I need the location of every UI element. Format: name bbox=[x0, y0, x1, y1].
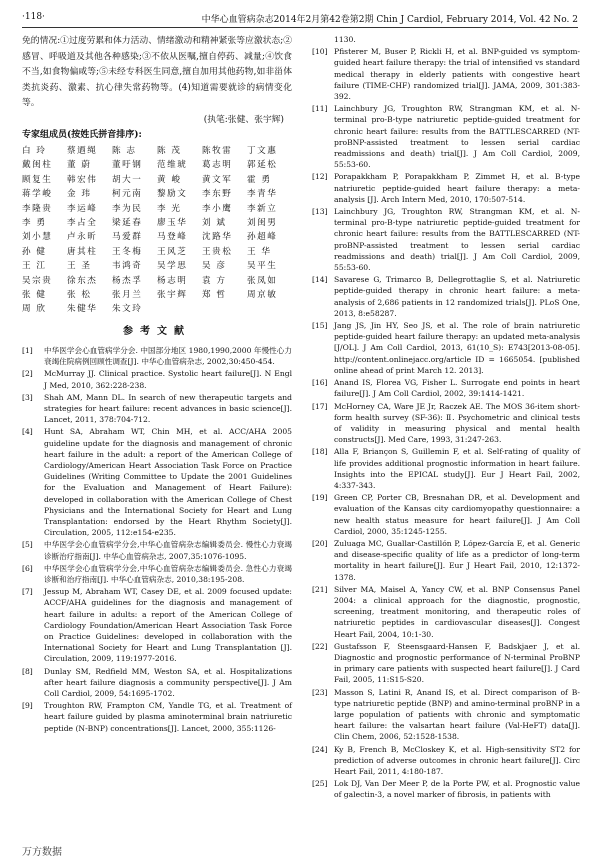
expert-name: 朱文玲 bbox=[112, 304, 143, 315]
expert-name: 黄文军 bbox=[202, 174, 233, 185]
expert-name: 柯元南 bbox=[112, 189, 143, 200]
reference-item bbox=[312, 687, 580, 743]
reference-number: [16] bbox=[312, 378, 328, 388]
reference-continuation: 1130. bbox=[334, 35, 356, 44]
reference-text: Lainchbury JG, Troughton RW, Strangman KM, et al. N-terminal pro-B-type natriuretic peptide-guided treatment for chronic heart failure: results from the BATTLESCARRED (NT-proBNP-assisted treatment to lessen serial cardiac readmissions and death) trial[J]. J Am Coll Cardiol, 2009, 55:53-60. bbox=[334, 207, 580, 273]
expert-name: 金 玮 bbox=[67, 189, 92, 200]
expert-name: 黄 峻 bbox=[157, 174, 182, 185]
reference-number: [10] bbox=[312, 47, 328, 57]
reference-text: 中华医学会心血管病学分会,中华心血管病杂志编辑委员会. 慢性心力衰竭诊断治疗指南[J]. 中华心血管病杂志, 2007,35:1076-1095. bbox=[44, 540, 292, 561]
expert-name: 徐东杰 bbox=[67, 275, 98, 286]
expert-name: 韩宏伟 bbox=[67, 174, 98, 185]
expert-name: 孙超峰 bbox=[247, 232, 278, 243]
expert-name: 陈牧雷 bbox=[202, 145, 233, 156]
reference-text: Alla F, Briançon S, Guillemin F, et al. Self-rating of quality of life provides additional prognostic information in heart failure. Insights into the EPICAL study[J]. Eur J Heart Fail, 2002, 4:337-343. bbox=[334, 447, 580, 490]
reference-item bbox=[22, 426, 292, 538]
reference-item bbox=[312, 446, 580, 491]
right-column bbox=[312, 34, 580, 802]
expert-name: 沈路华 bbox=[202, 232, 233, 243]
reference-item bbox=[22, 368, 292, 390]
reference-text: Lok DJ, Van Der Meer P, de la Porte PW, et al. Prognostic value of galectin-3, a novel marker of fibrosis, in patients with bbox=[334, 779, 580, 800]
reference-text: Lainchbury JG, Troughton RW, Strangman KM, et al. N-terminal pro-B-type natriuretic peptide-guided treatment for chronic heart failure: results from the BATTLESCARRED (NT-proBNP-assisted treatment to lessen serial cardiac readmissions and death) trial[J]. J Am Coll Cardiol, 2009, 55:53-60. bbox=[334, 104, 580, 170]
reference-item bbox=[22, 700, 292, 734]
reference-number: [2] bbox=[22, 369, 33, 379]
expert-name: 王 华 bbox=[247, 246, 272, 257]
reference-number: [18] bbox=[312, 447, 328, 457]
reference-item bbox=[22, 392, 292, 426]
journal-running-title: 中华心血管病杂志2014年2月第42卷第2期 Chin J Cardiol, February 2014, Vol. 42 No. 2 bbox=[201, 15, 578, 25]
expert-name: 李占全 bbox=[67, 217, 98, 228]
reference-number: [17] bbox=[312, 401, 328, 411]
reference-text: Troughton RW, Frampton CM, Yandle TG, et al. Treatment of heart failure guided by plasma aminoterminal brain natriuretic peptide (N-BNP) concentrations[J]. Lancet, 2000, 355:1126- bbox=[44, 701, 292, 733]
reference-number: [14] bbox=[312, 275, 328, 285]
author-signature: (执笔:张健、张宇辉) bbox=[203, 114, 284, 125]
expert-name: 唐其柱 bbox=[67, 246, 98, 257]
reference-text: Anand IS, Florea VG, Fisher L. Surrogate end points in heart failure[J]. J Am Coll Cardiol, 2002, 39:1414-1421. bbox=[334, 378, 580, 399]
left-column bbox=[22, 34, 292, 735]
expert-name: 董 蔚 bbox=[67, 160, 92, 171]
expert-name: 郑 哲 bbox=[202, 289, 227, 300]
expert-name: 吴学思 bbox=[157, 261, 188, 272]
expert-name: 李隆贵 bbox=[22, 203, 53, 214]
reference-item bbox=[22, 539, 292, 561]
expert-name: 董吁钢 bbox=[112, 160, 143, 171]
expert-name: 李 勇 bbox=[22, 217, 47, 228]
reference-text: Porapakkham P, Porapakkham P, Zimmet H, et al. B-type natriuretic peptide-guided heart failure therapy: a meta-analysis [J]. Arch Intern Med, 2010, 170:507-514. bbox=[334, 172, 580, 204]
reference-text: Silver MA, Maisel A, Yancy CW, et al. BNP Consensus Panel 2004: a clinical approach for the diagnostic, prognostic, screening, treatment monitoring, and therapeutic roles of natriuretic peptides in cardiovascular diseases[J]. Congest Heart Fail, 2004, 10:1-30. bbox=[334, 584, 580, 639]
reference-number: [21] bbox=[312, 584, 328, 594]
reference-item bbox=[312, 492, 580, 537]
expert-name: 张 松 bbox=[67, 289, 92, 300]
reference-number: [13] bbox=[312, 207, 328, 217]
reference-item bbox=[312, 320, 580, 376]
expert-name: 陈 志 bbox=[112, 145, 137, 156]
expert-name: 廖玉华 bbox=[157, 217, 188, 228]
reference-number: [9] bbox=[22, 701, 33, 711]
expert-name: 王冬梅 bbox=[112, 246, 143, 257]
expert-name: 王 江 bbox=[22, 261, 47, 272]
expert-name: 丁文惠 bbox=[247, 145, 278, 156]
reference-number: [1] bbox=[22, 345, 33, 355]
reference-number: [5] bbox=[22, 540, 33, 550]
expert-name: 张凤如 bbox=[247, 275, 278, 286]
reference-number: [11] bbox=[312, 104, 328, 114]
reference-text: Hunt SA, Abraham WT, Chin MH, et al. ACC/AHA 2005 guideline update for the diagnosis and management of chronic heart failure in the adult: a report of the American College of Cardiology/American Heart Association Task Force on Practice Guidelines (Writing Committee to Update the 2001 Guidelines for the Evaluation and Management of Heart Failure): developed in collaboration with the American College of Chest Physicians and the International Society for Heart and Lung Transplantation: endorsed by the Heart Rhythm Society[J]. Circulation, 2005, 112:e154-e235. bbox=[44, 427, 292, 538]
expert-name: 马爱群 bbox=[112, 232, 143, 243]
references-heading: 参考文献 bbox=[123, 325, 191, 337]
expert-name: 霍 勇 bbox=[247, 174, 272, 185]
reference-item bbox=[312, 206, 580, 273]
experts-list bbox=[22, 144, 292, 317]
expert-name: 吴 彦 bbox=[202, 261, 227, 272]
reference-item bbox=[22, 586, 292, 664]
expert-name: 王贵松 bbox=[202, 246, 233, 257]
reference-number: [6] bbox=[22, 563, 33, 573]
experts-heading: 专家组成员(按姓氏拼音排序): bbox=[22, 129, 142, 140]
watermark-footer: 万方数据 bbox=[22, 847, 62, 858]
reference-text: Ky B, French B, McCloskey K, et al. High-sensitivity ST2 for prediction of adverse outcomes in chronic heart failure[J]. Circ Heart Fail, 2011, 4:180-187. bbox=[334, 744, 580, 776]
body-paragraph: 免的情况:①过度劳累和体力活动、情绪激动和精神紧张等应激状态;②感冒、呼吸道及其他各种感染;③不依从医嘱,擅自停药、减量;④饮食不当,如食物偏咸等;⑤未经专科医生同意,擅自加用其他药物,如非甾体类抗炎药、激素、抗心律失常药物等。(4)知道需要就诊的病情变化等。 bbox=[22, 36, 292, 108]
expert-name: 胡大一 bbox=[112, 174, 143, 185]
expert-name: 朱健华 bbox=[67, 304, 98, 315]
expert-name: 范维琥 bbox=[157, 160, 188, 171]
reference-text: McMurray JJ. Clinical practice. Systolic heart failure[J]. N Engl J Med, 2010, 362:228-238. bbox=[44, 369, 292, 390]
expert-name: 刘小慧 bbox=[22, 232, 53, 243]
reference-number: [12] bbox=[312, 172, 328, 182]
expert-name: 李为民 bbox=[112, 203, 143, 214]
expert-name: 韦鸿奇 bbox=[112, 261, 143, 272]
reference-item bbox=[312, 778, 580, 800]
expert-name: 袁 方 bbox=[202, 275, 227, 286]
expert-name: 孙 健 bbox=[22, 246, 47, 257]
reference-item bbox=[22, 563, 292, 585]
reference-text: Pfisterer M, Buser P, Rickli H, et al. BNP-guided vs symptom-guided heart failure therapy: the trial of intensified vs standard medical therapy in elderly patients with congestive heart failure (TIME-CHF) randomized trial[J]. JAMA, 2009, 301:383-392. bbox=[334, 47, 580, 102]
reference-number: [22] bbox=[312, 641, 328, 651]
expert-name: 周 欣 bbox=[22, 304, 47, 315]
expert-name: 杨杰孚 bbox=[112, 275, 143, 286]
reference-item bbox=[22, 345, 292, 367]
expert-name: 陈 茂 bbox=[157, 145, 182, 156]
reference-item bbox=[312, 641, 580, 686]
reference-text: Jang JS, Jin HY, Seo JS, et al. The role of brain natriuretic peptide-guided heart failure therapy: an updated meta-analysis [J/OL]. J Am Coll Cardiol, 2013, 61(10_S): E743[2013-08-05]. http://content.onlinejacc.org/article ID = 1665054. [published online ahead of print March 12. 2013]. bbox=[334, 321, 580, 375]
expert-name: 葛志明 bbox=[202, 160, 233, 171]
reference-item bbox=[312, 103, 580, 170]
expert-name: 吴宗贵 bbox=[22, 275, 53, 286]
reference-item bbox=[312, 401, 580, 446]
reference-number: [15] bbox=[312, 321, 328, 331]
reference-text: Savarese G, Trimarco B, Dellegrottaglie S, et al. Natriuretic peptide-guided therapy in chronic heart failure: a meta-analysis of 2,686 patients in 12 randomized trials[J]. PLoS One, 2013, 8:e58287. bbox=[334, 275, 580, 318]
references-list-left bbox=[22, 345, 292, 734]
reference-text: Gustafsson F, Steensgaard-Hansen F, Badskjaer J, et al. Diagnostic and prognostic performance of N-terminal ProBNP in primary care patients with suspected heart failure[J]. J Card Fail, 2005, 11:S15-S20. bbox=[334, 641, 580, 685]
reference-number: [23] bbox=[312, 687, 328, 697]
reference-item bbox=[312, 584, 580, 640]
expert-name: 李小鹰 bbox=[202, 203, 233, 214]
expert-name: 李 光 bbox=[157, 203, 182, 214]
expert-name: 张 健 bbox=[22, 289, 47, 300]
reference-item bbox=[312, 538, 580, 583]
reference-text: 中华医学会心血管病学分会. 中国部分地区 1980,1990,2000 年慢性心力衰竭住院病例回顾性调查[J]. 中华心血管病杂志, 2002,30:450-454. bbox=[44, 345, 292, 367]
reference-number: [8] bbox=[22, 666, 33, 676]
reference-text: 中华医学会心血管病学分会,中华心血管病杂志编辑委员会. 急性心力衰竭诊断和治疗指南[J]. 中华心血管病杂志, 2010,38:195-208. bbox=[44, 563, 292, 585]
expert-name: 梁延春 bbox=[112, 217, 143, 228]
expert-name: 戴闺柱 bbox=[22, 160, 53, 171]
reference-item bbox=[312, 274, 580, 319]
expert-name: 蒋学峻 bbox=[22, 189, 53, 200]
expert-name: 张宇辉 bbox=[157, 289, 188, 300]
reference-item bbox=[22, 666, 292, 700]
expert-name: 李运峰 bbox=[67, 203, 98, 214]
expert-name: 黎励文 bbox=[157, 189, 188, 200]
reference-number: [20] bbox=[312, 538, 328, 548]
header-rule bbox=[22, 27, 578, 28]
expert-name: 马登峰 bbox=[157, 232, 188, 243]
expert-name: 郭延松 bbox=[247, 160, 278, 171]
expert-name: 王 圣 bbox=[67, 261, 92, 272]
expert-name: 卢永昕 bbox=[67, 232, 98, 243]
reference-number: [19] bbox=[312, 493, 328, 503]
reference-text: McHorney CA, Ware JE Jr, Raczek AE. The MOS 36-item short-form health survey (SF-36): Ⅱ. Psychometric and clinical tests of validity in measuring physical and mental health constructs[J]. Med Care, 1993, 31:247-263. bbox=[334, 401, 580, 445]
reference-number: [24] bbox=[312, 744, 328, 754]
reference-number: [3] bbox=[22, 392, 33, 402]
expert-name: 吴平生 bbox=[247, 261, 278, 272]
expert-name: 周京敏 bbox=[247, 289, 278, 300]
expert-name: 李东野 bbox=[202, 189, 233, 200]
references-list-right bbox=[312, 46, 580, 800]
page-number: ·118· bbox=[22, 12, 45, 22]
reference-text: Masson S, Latini R, Anand IS, et al. Direct comparison of B-type natriuretic peptide (BNP) and amino-terminal proBNP in a large population of patients with chronic and symptomatic heart failure: the valsartan heart failure (Val-HeFT) data[J]. Clin Chem, 2006, 52:1528-1538. bbox=[334, 687, 580, 742]
reference-item bbox=[312, 171, 580, 205]
reference-text: Shah AM, Mann DL. In search of new therapeutic targets and strategies for heart failure: recent advances in basic science[J]. Lancet, 2011, 378:704-712. bbox=[44, 392, 292, 425]
reference-text: Dunlay SM, Redfield MM, Weston SA, et al. Hospitalizations after heart failure diagnosis a community perspective[J]. J Am Coll Cardiol, 2009, 54:1695-1702. bbox=[44, 666, 292, 699]
expert-name: 杨志明 bbox=[157, 275, 188, 286]
expert-name: 蔡迺绳 bbox=[67, 145, 98, 156]
expert-name: 李青华 bbox=[247, 189, 278, 200]
reference-text: Jessup M, Abraham WT, Casey DE, et al. 2009 focused update: ACCF/AHA guidelines for the diagnosis and management of heart failure in adults: a report of the American College of Cardiology Foundation/American Heart Association Task Force on Practice Guidelines: developed in collaboration with the International Society for Heart and Lung Transplantation [J]. Circulation, 2009, 119:1977-2016. bbox=[44, 587, 292, 664]
expert-name: 刘 斌 bbox=[202, 217, 227, 228]
reference-text: Green CP, Porter CB, Bresnahan DR, et al. Development and evaluation of the Kansas city cardiomyopathy questionnaire: a new health status measure for heart failure[J]. J Am Coll Cardiol, 2000, 35:1245-1255. bbox=[334, 493, 580, 536]
reference-number: [25] bbox=[312, 779, 328, 789]
expert-name: 张月兰 bbox=[112, 289, 143, 300]
expert-name: 顾复生 bbox=[22, 174, 53, 185]
expert-name: 白 玲 bbox=[22, 145, 47, 156]
reference-number: [4] bbox=[22, 427, 33, 437]
expert-name: 王风芝 bbox=[157, 246, 188, 257]
reference-item bbox=[312, 744, 580, 778]
page-header bbox=[22, 10, 578, 26]
reference-item bbox=[312, 377, 580, 399]
expert-name: 李新立 bbox=[247, 203, 278, 214]
reference-item bbox=[312, 46, 580, 102]
reference-text: Zuluaga MC, Guallar-Castillón P, López-García E, et al. Generic and disease-specific quality of life as a predictor of long-term mortality in heart failure[J]. Eur J Heart Fail, 2010, 12:1372-1378. bbox=[334, 538, 580, 582]
reference-number: [7] bbox=[22, 587, 33, 597]
expert-name: 刘闺男 bbox=[247, 217, 278, 228]
